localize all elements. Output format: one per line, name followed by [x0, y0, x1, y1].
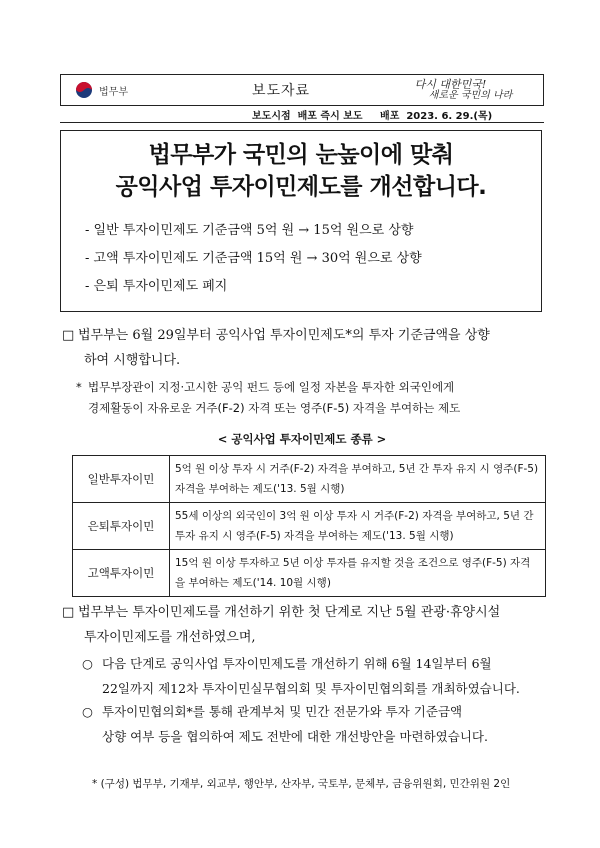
table-row — [73, 503, 546, 550]
paragraph-1-line-1: 법무부는 6월 29일부터 공익사업 투자이민제도*의 투자 기준금액을 상향 — [78, 328, 490, 343]
ministry-name: 법무부 — [99, 86, 128, 98]
table-cell-type: 일반투자이민 — [73, 456, 170, 503]
sub-point-1 — [82, 651, 542, 701]
headline — [61, 139, 541, 203]
sub-point-2-line-2: 상향 여부 등을 협의하여 제도 전반에 대한 개선방안을 마련하였습니다. — [102, 729, 488, 744]
definition-note-line-1: 법무부장관이 지정·고시한 공익 펀드 등에 일정 자본을 투자한 외국인에게 — [88, 380, 455, 394]
committee-footnote: * (구성) 법무부, 기재부, 외교부, 행안부, 산자부, 국토부, 문체부, 금융위원회, 민간위원 2인 — [92, 778, 511, 790]
circle-bullet-icon: ○ — [82, 704, 93, 719]
sub-point-2 — [82, 699, 542, 749]
summary-list — [61, 217, 541, 301]
definition-note-line-2: 경제활동이 자유로운 거주(F-2) 자격 또는 영주(F-5) 자격을 부여하는 제도 — [88, 401, 461, 415]
square-bullet-icon: □ — [62, 328, 75, 343]
slogan-line-2: 새로운 국민의 나라 — [428, 90, 513, 101]
release-time-value: 배포 즉시 보도 — [297, 111, 363, 122]
paragraph-2 — [62, 600, 548, 650]
headline-line-2: 공익사업 투자이민제도를 개선합니다. — [115, 174, 487, 200]
sub-point-1-line-1: 다음 단계로 공익사업 투자이민제도를 개선하기 위해 6월 14일부터 6월 — [102, 656, 492, 671]
table-row — [73, 456, 546, 503]
summary-item: - 일반 투자이민제도 기준금액 5억 원 → 15억 원으로 상향 — [85, 223, 414, 238]
table-cell-description: 15억 원 이상 투자하고 5년 이상 투자를 유지할 것을 조건으로 영주(F-5) 자격을 부여하는 제도('14. 10월 시행) — [170, 550, 546, 597]
investment-types-table — [72, 455, 546, 597]
ministry-block — [61, 75, 186, 105]
table-cell-description: 55세 이상의 외국인이 3억 원 이상 투자 시 거주(F-2) 자격을 부여하고, 5년 간 투자 유지 시 영주(F-5) 자격을 부여하는 제도('13. 5월 시행) — [170, 503, 546, 550]
release-date-value: 2023. 6. 29.(목) — [406, 111, 493, 122]
press-release-label: 보도자료 — [251, 83, 311, 99]
slogan-line-1: 다시 대한민국! — [414, 78, 487, 91]
release-info — [252, 107, 542, 122]
asterisk-mark: * — [76, 380, 82, 394]
square-bullet-icon: □ — [62, 605, 75, 620]
table-row — [73, 550, 546, 597]
release-time-label: 보도시점 — [252, 111, 291, 122]
headline-line-1: 법무부가 국민의 눈높이에 맞춰 — [148, 142, 454, 168]
ministry-emblem-icon — [75, 81, 93, 99]
sub-point-2-line-1: 투자이민협의회*를 통해 관계부처 및 민간 전문가와 투자 기준금액 — [102, 704, 463, 719]
sub-point-1-line-2: 22일까지 제12차 투자이민실무협의회 및 투자이민협의회를 개최하였습니다. — [102, 681, 520, 696]
paragraph-1-line-2: 하여 시행합니다. — [84, 353, 181, 368]
paragraph-1 — [62, 323, 548, 373]
definition-note — [76, 377, 546, 419]
paragraph-2-line-2: 투자이민제도를 개선하였으며, — [84, 630, 256, 645]
table-caption: < 공익사업 투자이민제도 종류 > — [217, 432, 387, 446]
header-divider — [60, 122, 544, 123]
table-cell-description: 5억 원 이상 투자 시 거주(F-2) 자격을 부여하고, 5년 간 투자 유지 시 영주(F-5) 자격을 부여하는 제도('13. 5월 시행) — [170, 456, 546, 503]
slogan — [376, 79, 543, 101]
headline-box — [60, 130, 542, 312]
summary-item: - 고액 투자이민제도 기준금액 15억 원 → 30억 원으로 상향 — [85, 251, 422, 266]
summary-item: - 은퇴 투자이민제도 폐지 — [85, 279, 228, 294]
press-release-header — [60, 74, 544, 106]
circle-bullet-icon: ○ — [82, 656, 93, 671]
table-cell-type: 은퇴투자이민 — [73, 503, 170, 550]
paragraph-2-line-1: 법무부는 투자이민제도를 개선하기 위한 첫 단계로 지난 5월 관광·휴양시설 — [78, 605, 501, 620]
release-date-label: 배포 — [380, 111, 400, 122]
table-cell-type: 고액투자이민 — [73, 550, 170, 597]
